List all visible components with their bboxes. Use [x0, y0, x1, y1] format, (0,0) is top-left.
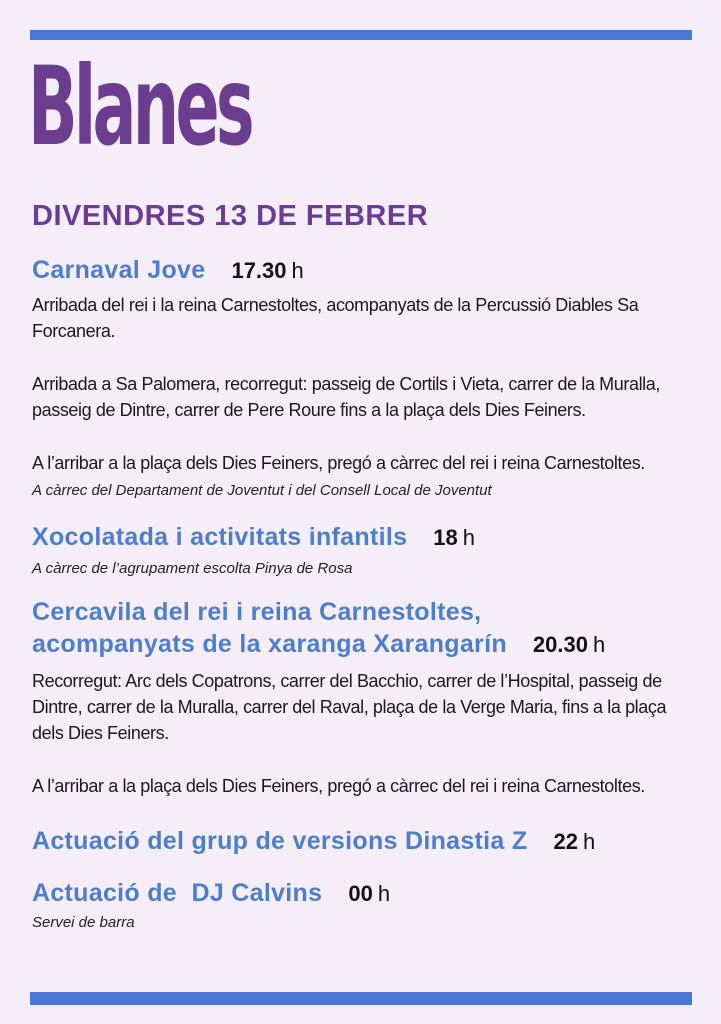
event-time-unit: h	[291, 258, 304, 283]
event-time: 20.30	[532, 632, 588, 657]
event-title-row	[32, 255, 694, 285]
event-dinastia-z	[32, 826, 694, 856]
event-note: A càrrec de l’agrupament escolta Pinya de Rosa	[32, 560, 353, 577]
event-title: Carnaval Jove	[32, 256, 206, 284]
event-title-line	[32, 596, 694, 628]
event-title: Actuació de DJ Calvins	[32, 879, 323, 907]
event-title: Xocolatada i activitats infantils	[32, 523, 408, 551]
event-paragraph: Arribada del rei i la reina Carnestoltes, acompanyats de la Percussió Diables Sa Forcanera.	[32, 295, 639, 341]
event-time: 17.30	[231, 258, 287, 283]
event-title-row	[32, 878, 694, 908]
brand-logo	[28, 42, 694, 170]
date-heading: DIVENDRES 13 DE FEBRER	[32, 200, 429, 232]
event-note: Servei de barra	[32, 914, 135, 931]
event-paragraph: A l’arribar a la plaça dels Dies Feiners, pregó a càrrec del rei i reina Carnestoltes.	[32, 453, 645, 473]
event-time-unit: h	[462, 525, 476, 550]
poster-content	[28, 40, 694, 950]
event-title-row	[32, 522, 694, 552]
event-dj-calvins	[32, 878, 694, 932]
event-title: Actuació del grup de versions Dinastia Z	[32, 827, 528, 855]
event-time-unit: h	[377, 881, 391, 906]
event-title-line	[32, 628, 694, 660]
event-title-row	[32, 826, 694, 856]
event-time: 22	[553, 829, 578, 854]
event-paragraph: Recorregut: Arc dels Copatrons, carrer del Bacchio, carrer de l’Hospital, passeig de Dintre, carrer de la Muralla, carrer del Raval, plaça de la Verge Maria, fins a la plaça dels Dies Feiners.	[32, 671, 667, 743]
event-time-unit: h	[592, 632, 606, 657]
event-title: acompanyats de la xaranga Xarangarín	[32, 630, 507, 658]
top-accent-bar	[30, 30, 692, 40]
event-time-unit: h	[582, 829, 596, 854]
event-xocolatada	[32, 522, 694, 578]
event-time: 18	[433, 525, 458, 550]
event-title: Cercavila del rei i reina Carnestoltes,	[32, 598, 482, 626]
event-note: A càrrec del Departament de Joventut i del Consell Local de Joventut	[32, 482, 492, 499]
event-paragraph: A l’arribar a la plaça dels Dies Feiners, pregó a càrrec del rei i reina Carnestoltes.	[32, 776, 645, 796]
bottom-accent-bar	[30, 992, 692, 1005]
event-title-row	[32, 596, 694, 660]
brand-logo-text: Blanes	[28, 42, 251, 170]
event-time: 00	[348, 881, 373, 906]
event-paragraph: Arribada a Sa Palomera, recorregut: passeig de Cortils i Vieta, carrer de la Muralla, passeig de Dintre, carrer de Pere Roure fins a la plaça dels Dies Feiners.	[32, 374, 660, 420]
event-carnaval-jove	[32, 255, 694, 500]
event-cercavila	[32, 596, 694, 799]
